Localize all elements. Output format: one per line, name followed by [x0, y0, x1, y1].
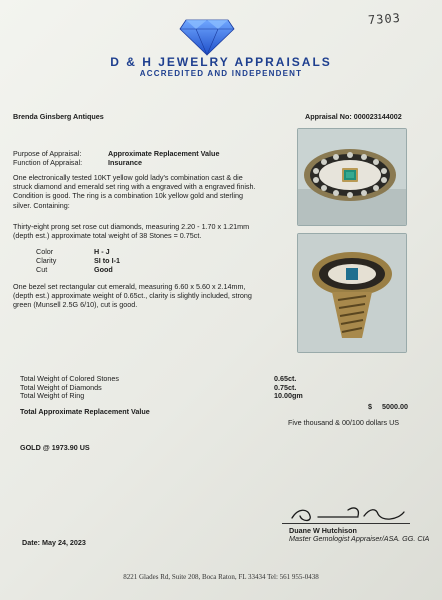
signature-line — [282, 523, 410, 524]
grade-row: Color H - J — [36, 247, 110, 256]
gold-price: GOLD @ 1973.90 US — [20, 443, 90, 452]
grade-row: Cut Good — [36, 265, 113, 274]
purpose-value: Approximate Replacement Value — [108, 149, 220, 158]
emerald-paragraph: One bezel set rectangular cut emerald, measuring 6.60 x 5.60 x 2.14mm, (depth est.) approximate weight of 0.65ct., clarity is slightly included, strong green (Munsell 2.5G 6/10), cut is good. — [13, 282, 252, 310]
total-row: Total Weight of Ring 10.00gm — [20, 391, 303, 400]
appraisal-number: Appraisal No: 000023144002 — [305, 112, 402, 121]
function-label: Function of Appraisal: — [13, 158, 83, 167]
replacement-value-label: Total Approximate Replacement Value — [20, 407, 150, 416]
appraisal-date: Date: May 24, 2023 — [22, 538, 86, 547]
appraiser-name: Duane W Hutchison — [289, 526, 357, 535]
client-name: Brenda Ginsberg Antiques — [13, 112, 104, 121]
totals-table — [20, 374, 320, 400]
company-tagline: ACCREDITED AND INDEPENDENT — [139, 69, 303, 78]
grade-row: Clarity SI to I-1 — [36, 256, 120, 265]
description-paragraph: One electronically tested 10KT yellow gold lady's combination cast & die struck diamond and emerald set ring with a engraved with a engraved finish. Condition is good. The ring is a combination 10k yellow gold and sterling silver. Containing: — [13, 173, 256, 210]
company-name: D & H JEWELRY APPRAISALS — [110, 55, 332, 69]
grades-table — [36, 247, 176, 274]
total-row: Total Weight of Colored Stones 0.65ct. — [20, 374, 297, 383]
purpose-label: Purpose of Appraisal: — [13, 149, 82, 158]
appraiser-title: Master Gemologist Appraiser/ASA. GG. CIA — [289, 534, 430, 543]
total-row: Total Weight of Diamonds 0.75ct. — [20, 382, 297, 392]
ring-top-photo — [297, 128, 407, 226]
handwritten-number: 7303 — [367, 10, 402, 28]
ring-side-photo — [297, 233, 407, 353]
replacement-amount-words: Five thousand & 00/100 dollars US — [288, 418, 400, 427]
diamond-logo-icon — [178, 16, 236, 56]
function-value: Insurance — [108, 158, 142, 167]
replacement-amount: $ 5000.00 — [368, 402, 408, 411]
diamonds-paragraph: Thirty-eight prong set rose cut diamonds, measuring 2.20 - 1.70 x 1.21mm (depth est.) approximate total weight of 38 Stones = 0.75ct. — [13, 222, 250, 241]
footer-address: 8221 Glades Rd, Suite 208, Boca Raton, FL 33434 Tel: 561 955-0438 — [123, 573, 319, 581]
